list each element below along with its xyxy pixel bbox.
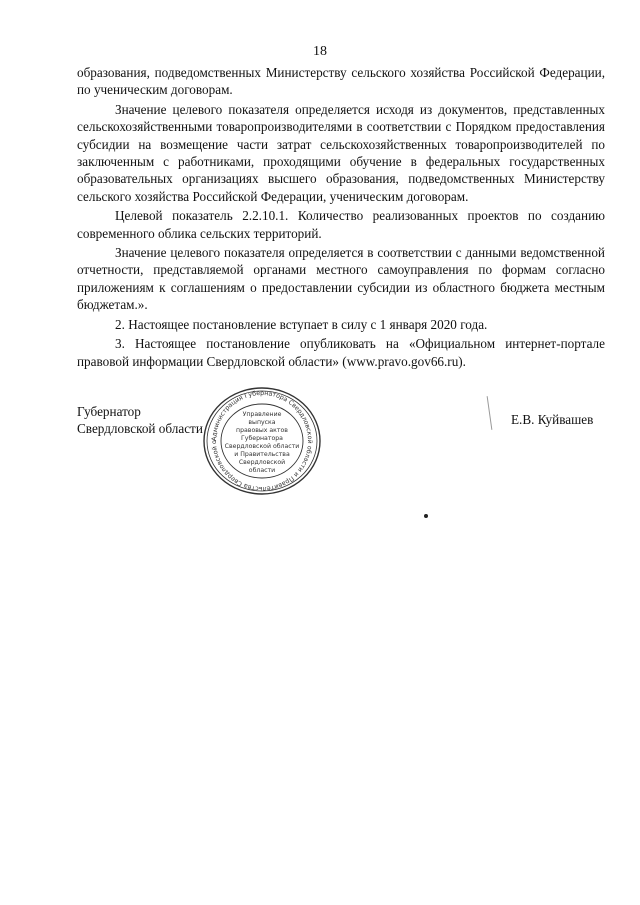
svg-text:Свердловской области: Свердловской области	[224, 443, 300, 450]
paragraph-continuation: образования, подведомственных Министерству сельского хозяйства Российской Федерации, по ученическим договорам.	[77, 65, 605, 98]
svg-text:правовых актов: правовых актов	[236, 427, 288, 434]
svg-text:Свердловской: Свердловской	[238, 459, 286, 466]
pen-stroke-mark	[487, 396, 493, 430]
paragraph-publication: 3. Настоящее постановление опубликовать на «Официальном интернет-портале правовой информации Свердловской области» (www.pravo.gov66.ru).	[77, 336, 605, 369]
ink-dot	[424, 514, 428, 518]
official-seal	[200, 385, 324, 497]
svg-text:выпуска: выпуска	[248, 419, 276, 426]
svg-text:Управление: Управление	[242, 411, 282, 418]
document-body	[77, 64, 605, 370]
paragraph-indicator-value-2: Значение целевого показателя определяется в соответствии с данными ведомственной отчетности, представляемой органами местного самоуправления по формам согласно приложениям к соглашениям о предоставлении субсидии из областного бюджета местным бюджетам.».	[77, 245, 605, 313]
signatory-position	[77, 403, 203, 437]
svg-text:Администрация Губернатора Свер: Администрация Губернатора Свердловской области и Правительства Свердловской о	[210, 389, 314, 493]
signatory-name: Е.В. Куйвашев	[511, 412, 594, 427]
svg-text:и Правительства: и Правительства	[234, 451, 290, 458]
paragraph-effective-date: 2. Настоящее постановление вступает в силу с 1 января 2020 года.	[115, 316, 488, 332]
paragraph-indicator-value: Значение целевого показателя определяется исходя из документов, представленных сельскохозяйственными товаропроизводителями в соответствии с Порядком предоставления субсидии на возмещение части затрат сельскохозяйственных товаропроизводителей по заключенным с работниками, проходящими обучение в федеральных государственных образовательных организациях высшего образования, подведомственных Министерству сельского хозяйства Российской Федерации, ученическим договорам.	[77, 101, 605, 204]
page-number: 18	[313, 44, 327, 59]
paragraph-target-indicator: Целевой показатель 2.2.10.1. Количество реализованных проектов по созданию современного облика сельских территорий.	[77, 208, 605, 241]
signatory-position-line1: Губернатор	[77, 404, 141, 419]
svg-text:области: области	[248, 467, 276, 474]
svg-text:Губернатора: Губернатора	[241, 435, 283, 442]
signatory-position-line2: Свердловской области	[77, 421, 203, 436]
